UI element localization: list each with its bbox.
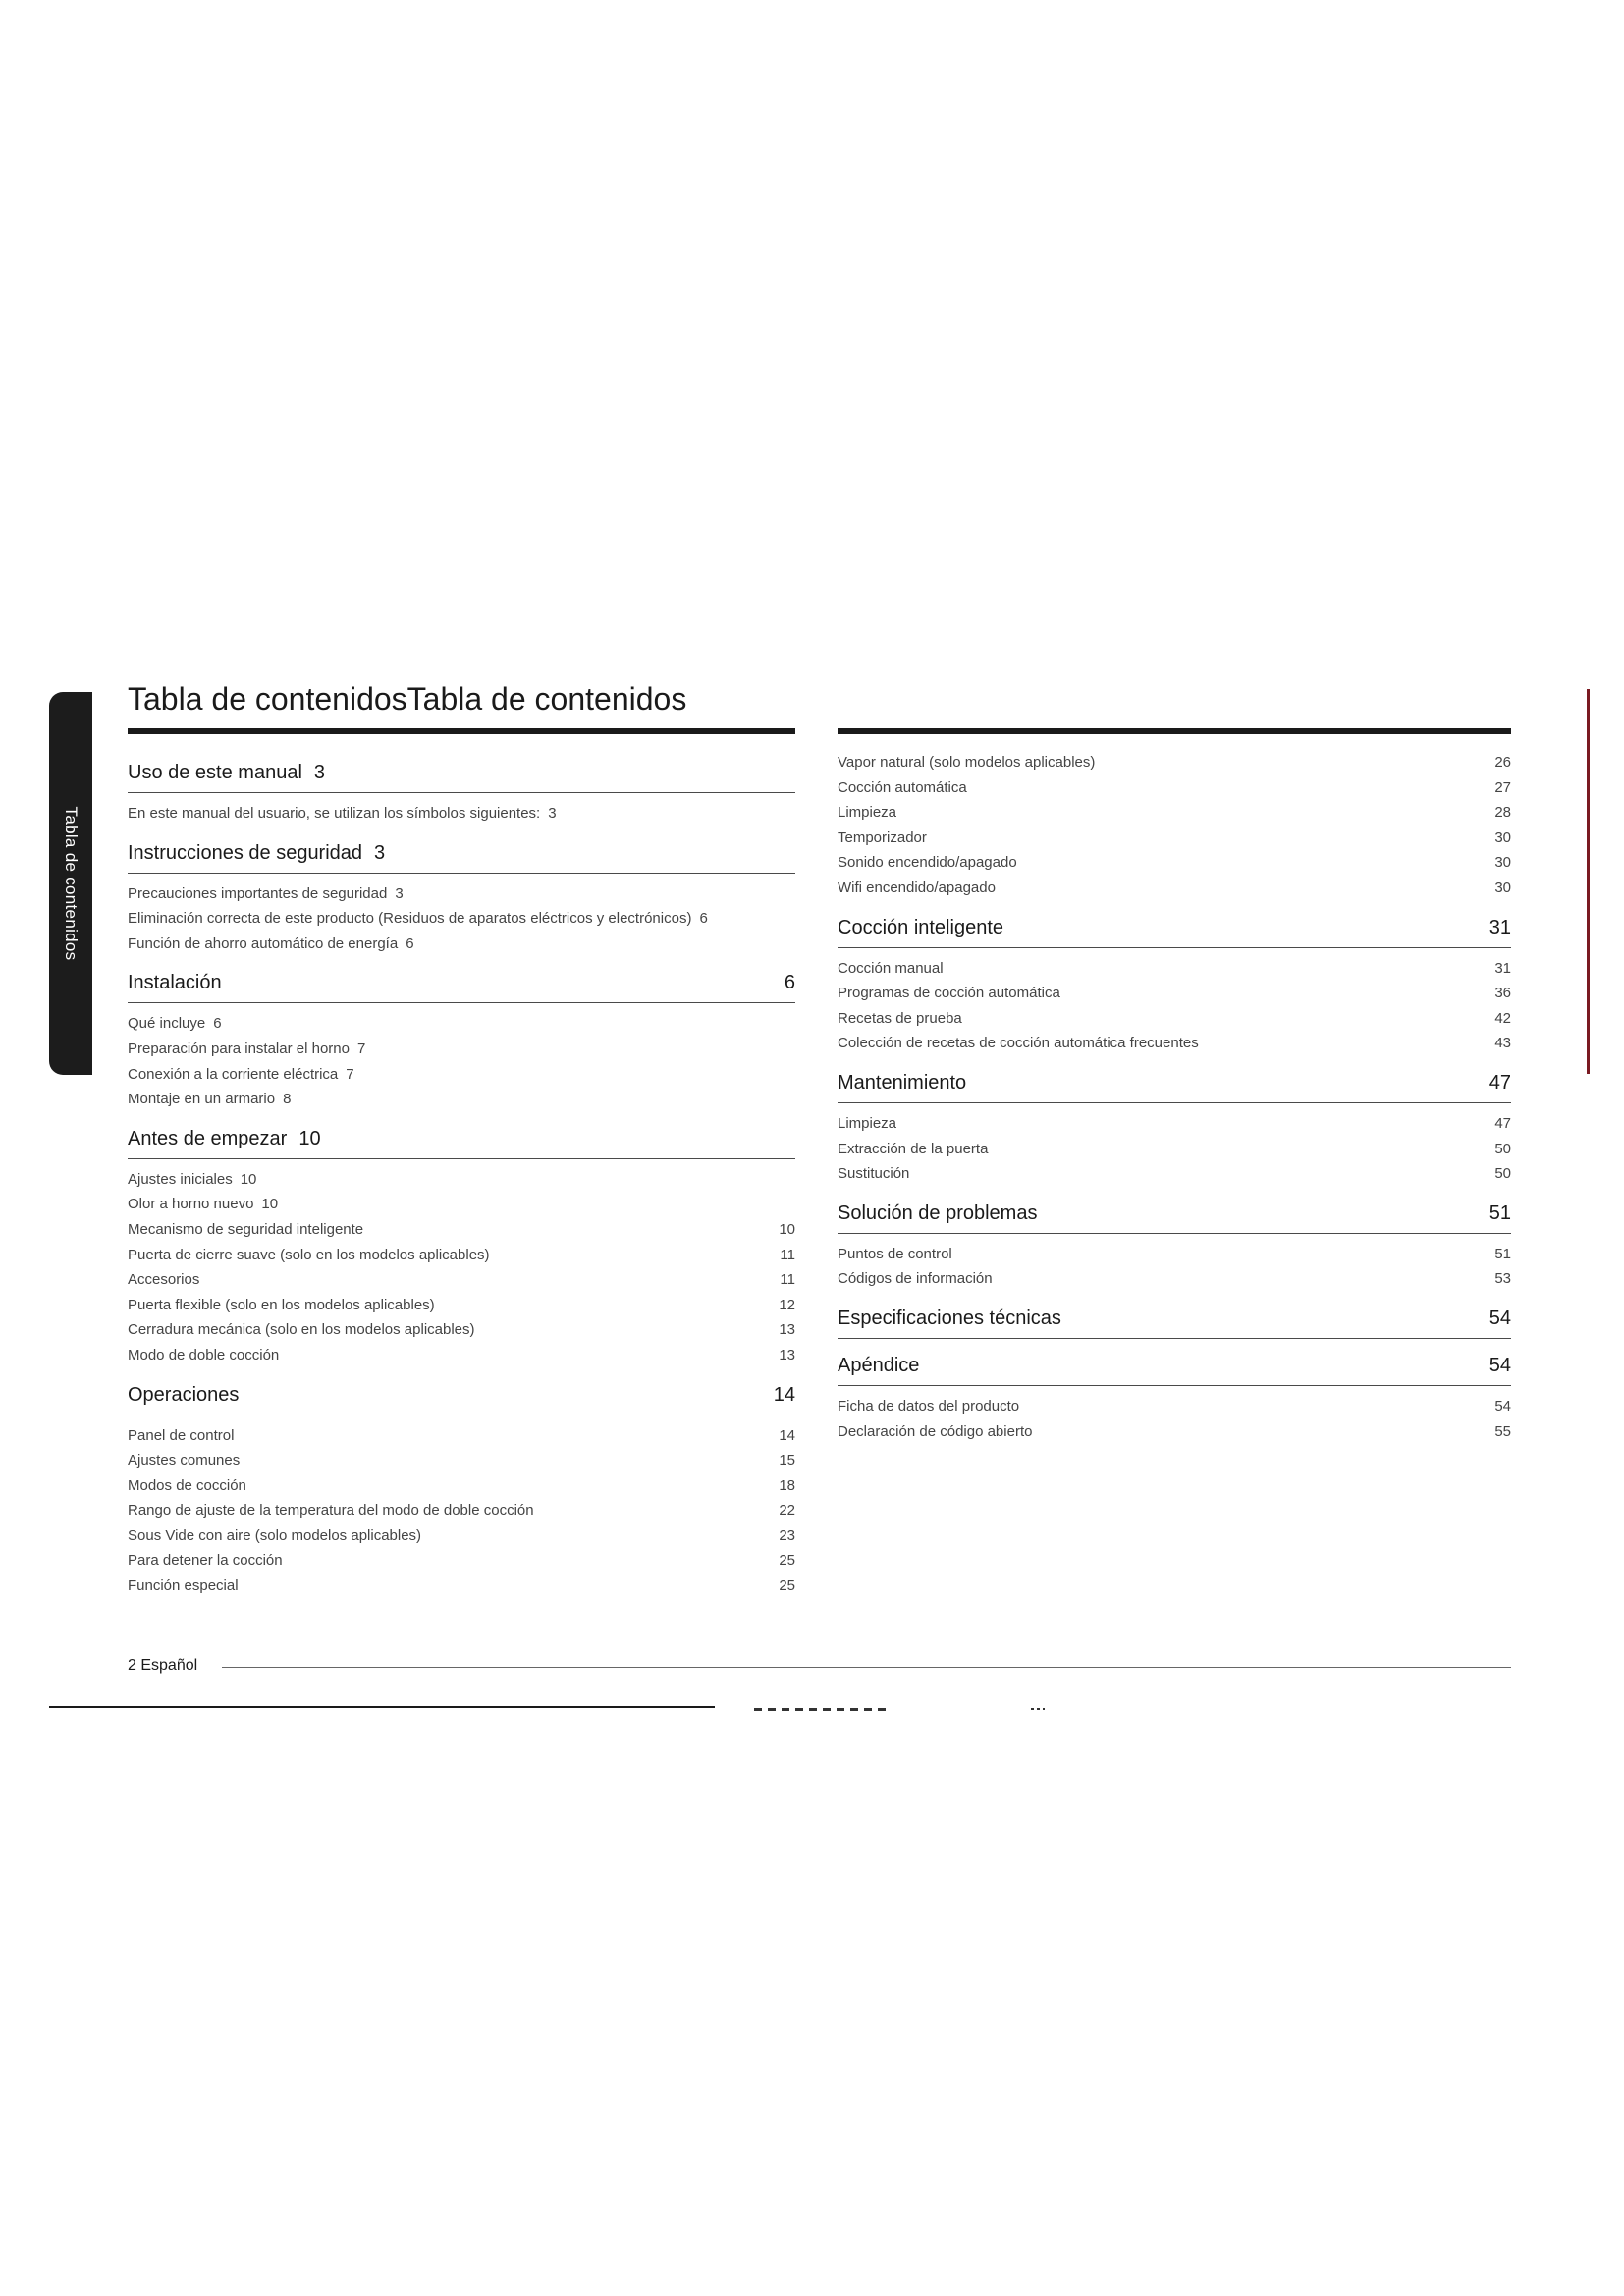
toc-entry[interactable] bbox=[838, 1161, 1511, 1187]
toc-entry-label: Limpieza bbox=[838, 1114, 897, 1132]
toc-entry[interactable] bbox=[838, 1137, 1511, 1162]
column-rule bbox=[128, 728, 795, 734]
toc-section-heading[interactable] bbox=[128, 760, 795, 793]
toc-left-column bbox=[128, 728, 795, 1613]
toc-entry-label: Mecanismo de seguridad inteligente bbox=[128, 1220, 364, 1238]
toc-entry-page: 15 bbox=[779, 1452, 795, 1469]
toc-section bbox=[838, 915, 1511, 1056]
toc-entry-page: 31 bbox=[1494, 959, 1511, 977]
toc-entry-page: 30 bbox=[1494, 828, 1511, 846]
toc-entry-page: 6 bbox=[406, 934, 414, 952]
toc-entry-page: 43 bbox=[1494, 1035, 1511, 1052]
side-tab-label: Tabla de contenidos bbox=[62, 806, 81, 961]
toc-section-title: Apéndice bbox=[838, 1354, 920, 1376]
toc-entry[interactable] bbox=[838, 800, 1511, 826]
toc-entry[interactable] bbox=[838, 775, 1511, 801]
toc-section-title: Operaciones bbox=[128, 1383, 240, 1406]
toc-entry-page: 13 bbox=[779, 1346, 795, 1363]
toc-section-title: Solución de problemas bbox=[838, 1201, 1038, 1224]
toc-entry-page: 13 bbox=[779, 1321, 795, 1339]
toc-entry-page: 22 bbox=[779, 1502, 795, 1520]
toc-entry-label: Olor a horno nuevo bbox=[128, 1196, 254, 1213]
toc-entry-page: 7 bbox=[346, 1065, 354, 1083]
toc-entry-label: Declaración de código abierto bbox=[838, 1422, 1033, 1440]
toc-entry-label: Accesorios bbox=[128, 1271, 200, 1289]
toc-entry-page: 12 bbox=[779, 1296, 795, 1313]
toc-entry-label: Programas de cocción automática bbox=[838, 985, 1060, 1002]
toc-entry[interactable] bbox=[128, 906, 795, 932]
toc-section-heading[interactable] bbox=[128, 1382, 795, 1415]
toc-section bbox=[128, 1382, 795, 1599]
toc-entry-label: Recetas de prueba bbox=[838, 1009, 962, 1027]
toc-entry-page: 50 bbox=[1494, 1140, 1511, 1157]
toc-section-page: 3 bbox=[313, 762, 326, 783]
toc-section-title: Mantenimiento bbox=[838, 1071, 967, 1094]
toc-section-page: 54 bbox=[1489, 1354, 1511, 1376]
toc-entry-label: Ficha de datos del producto bbox=[838, 1397, 1020, 1415]
bottom-rule bbox=[49, 1706, 715, 1708]
toc-entry-label: Puerta de cierre suave (solo en los modelos aplicables) bbox=[128, 1246, 490, 1263]
toc-entry-label: Conexión a la corriente eléctrica bbox=[128, 1065, 339, 1083]
toc-section-page: 54 bbox=[1489, 1307, 1511, 1329]
toc-entry-page: 8 bbox=[283, 1091, 292, 1108]
toc-entry[interactable] bbox=[128, 1343, 795, 1368]
side-tab[interactable] bbox=[49, 692, 92, 1075]
toc-section bbox=[128, 840, 795, 957]
page-title: Tabla de contenidosTabla de contenidos bbox=[128, 681, 687, 717]
toc-section-heading[interactable] bbox=[838, 1201, 1511, 1234]
toc-entry-page: 10 bbox=[261, 1196, 279, 1213]
toc-entry[interactable] bbox=[838, 981, 1511, 1006]
toc-entry[interactable] bbox=[838, 1419, 1511, 1445]
toc-entry-page: 10 bbox=[240, 1170, 257, 1188]
toc-entry-label: Función especial bbox=[128, 1577, 239, 1595]
toc-entry-label: Eliminación correcta de este producto (Residuos de aparatos eléctricos y electrónicos) bbox=[128, 910, 692, 928]
toc-section-title: Uso de este manual bbox=[128, 762, 302, 783]
toc-entry-page: 26 bbox=[1494, 754, 1511, 771]
toc-entry[interactable] bbox=[128, 1523, 795, 1549]
toc-entry-page: 3 bbox=[395, 884, 404, 902]
toc-entry-label: Rango de ajuste de la temperatura del modo de doble cocción bbox=[128, 1502, 534, 1520]
toc-entry[interactable] bbox=[128, 932, 795, 957]
toc-section-heading[interactable] bbox=[838, 915, 1511, 948]
toc-entry-page: 28 bbox=[1494, 804, 1511, 822]
toc-entry-page: 3 bbox=[548, 805, 557, 822]
toc-entry[interactable] bbox=[128, 1498, 795, 1523]
toc-section bbox=[128, 760, 795, 827]
toc-section-title: Especificaciones técnicas bbox=[838, 1307, 1061, 1329]
toc-entry-label: Modo de doble cocción bbox=[128, 1346, 280, 1363]
toc-entry-label: Preparación para instalar el horno bbox=[128, 1040, 350, 1057]
toc-entry[interactable] bbox=[128, 1243, 795, 1268]
toc-entry[interactable] bbox=[128, 801, 795, 827]
toc-entry-page: 6 bbox=[699, 910, 708, 928]
toc-entry[interactable] bbox=[128, 1293, 795, 1318]
toc-entry-page: 6 bbox=[213, 1015, 222, 1033]
toc-entry[interactable] bbox=[838, 826, 1511, 851]
toc-entry-label: Colección de recetas de cocción automática frecuentes bbox=[838, 1035, 1199, 1052]
toc-section-title: Instalación bbox=[128, 972, 222, 994]
toc-section-heading[interactable] bbox=[838, 1070, 1511, 1103]
toc-entry-label: Qué incluye bbox=[128, 1015, 206, 1033]
toc-section bbox=[128, 1126, 795, 1368]
toc-entry[interactable] bbox=[128, 1317, 795, 1343]
toc-section bbox=[838, 1070, 1511, 1187]
toc-entry-label: Cocción automática bbox=[838, 778, 967, 796]
toc-entry[interactable] bbox=[128, 1011, 795, 1037]
bottom-marks bbox=[754, 1708, 892, 1711]
toc-entry-page: 23 bbox=[779, 1526, 795, 1544]
toc-section-heading[interactable] bbox=[128, 840, 795, 874]
toc-entry-page: 47 bbox=[1494, 1114, 1511, 1132]
toc-entry-page: 7 bbox=[356, 1040, 366, 1057]
toc-entry[interactable] bbox=[128, 1574, 795, 1599]
toc-entry-label: Precauciones importantes de seguridad bbox=[128, 884, 388, 902]
toc-section bbox=[838, 1201, 1511, 1292]
bottom-dot bbox=[1031, 1708, 1045, 1710]
toc-entry-page: 30 bbox=[1494, 854, 1511, 872]
toc-entry-label: Ajustes comunes bbox=[128, 1452, 241, 1469]
toc-entry-label: Panel de control bbox=[128, 1426, 235, 1444]
toc-entry-label: Extracción de la puerta bbox=[838, 1140, 989, 1157]
toc-section-page: 3 bbox=[374, 841, 386, 864]
toc-entry-label: Limpieza bbox=[838, 804, 897, 822]
right-edge-marker bbox=[1587, 689, 1590, 1074]
toc-entry-label: Sonido encendido/apagado bbox=[838, 854, 1017, 872]
toc-entry[interactable] bbox=[838, 750, 1511, 775]
toc-entry[interactable] bbox=[128, 1267, 795, 1293]
toc-entry[interactable] bbox=[128, 881, 795, 907]
toc-entry-label: Temporizador bbox=[838, 828, 927, 846]
toc-section-heading[interactable] bbox=[128, 970, 795, 1003]
toc-entry-label: Vapor natural (solo modelos aplicables) bbox=[838, 754, 1096, 771]
toc-entry[interactable] bbox=[838, 850, 1511, 876]
toc-entry-label: Función de ahorro automático de energía bbox=[128, 934, 399, 952]
toc-entry[interactable] bbox=[128, 1217, 795, 1243]
toc-section-page: 51 bbox=[1489, 1201, 1511, 1224]
toc-entry[interactable] bbox=[838, 1394, 1511, 1419]
toc-entry[interactable] bbox=[838, 956, 1511, 982]
toc-entry-label: Montaje en un armario bbox=[128, 1091, 276, 1108]
toc-section-page: 31 bbox=[1489, 916, 1511, 938]
toc-entry-label: En este manual del usuario, se utilizan los símbolos siguientes: bbox=[128, 805, 541, 822]
toc-entry-label: Puerta flexible (solo en los modelos aplicables) bbox=[128, 1296, 435, 1313]
toc-entry[interactable] bbox=[128, 1062, 795, 1088]
toc-entry[interactable] bbox=[128, 1423, 795, 1449]
toc-section-page: 10 bbox=[298, 1127, 321, 1149]
toc-section bbox=[838, 1306, 1511, 1339]
toc-entry-page: 11 bbox=[780, 1246, 795, 1263]
toc-entry-page: 53 bbox=[1494, 1270, 1511, 1288]
toc-entry-page: 36 bbox=[1494, 985, 1511, 1002]
toc-entry[interactable] bbox=[838, 1006, 1511, 1032]
toc-section-heading[interactable] bbox=[128, 1126, 795, 1159]
toc-entry-label: Códigos de información bbox=[838, 1270, 993, 1288]
toc-entry[interactable] bbox=[128, 1167, 795, 1193]
toc-section-page: 14 bbox=[773, 1383, 795, 1406]
toc-entry[interactable] bbox=[838, 1031, 1511, 1056]
toc-entry[interactable] bbox=[838, 1242, 1511, 1267]
toc-entry[interactable] bbox=[128, 1548, 795, 1574]
toc-entry-label: Wifi encendido/apagado bbox=[838, 879, 996, 896]
toc-section-title: Instrucciones de seguridad bbox=[128, 841, 363, 864]
toc-entry-page: 55 bbox=[1494, 1422, 1511, 1440]
footer-page-label: 2 Español bbox=[128, 1657, 198, 1674]
toc-entry-page: 42 bbox=[1494, 1009, 1511, 1027]
footer-rule bbox=[222, 1667, 1511, 1668]
toc-entry[interactable] bbox=[128, 1448, 795, 1473]
toc-entry-page: 14 bbox=[779, 1426, 795, 1444]
toc-entry-page: 11 bbox=[780, 1271, 795, 1289]
toc-entry-label: Cocción manual bbox=[838, 959, 944, 977]
toc-entry-page: 50 bbox=[1494, 1165, 1511, 1183]
toc-entry-label: Ajustes iniciales bbox=[128, 1170, 233, 1188]
toc-entry-page: 25 bbox=[779, 1552, 795, 1570]
toc-entry-page: 27 bbox=[1494, 778, 1511, 796]
toc-entry-label: Para detener la cocción bbox=[128, 1552, 283, 1570]
toc-entry-page: 30 bbox=[1494, 879, 1511, 896]
toc-section-title: Cocción inteligente bbox=[838, 916, 1003, 938]
toc-section-continued bbox=[838, 750, 1511, 901]
toc-entry-page: 25 bbox=[779, 1577, 795, 1595]
toc-entry[interactable] bbox=[128, 1192, 795, 1217]
toc-section-page: 6 bbox=[784, 972, 795, 994]
toc-section bbox=[838, 1353, 1511, 1444]
toc-entry[interactable] bbox=[838, 1266, 1511, 1292]
toc-section bbox=[128, 970, 795, 1111]
toc-right-column bbox=[838, 728, 1511, 1458]
toc-entry[interactable] bbox=[128, 1087, 795, 1112]
toc-entry-label: Sustitución bbox=[838, 1165, 910, 1183]
toc-entry-page: 51 bbox=[1494, 1245, 1511, 1262]
toc-entry-page: 18 bbox=[779, 1476, 795, 1494]
toc-section-title: Antes de empezar bbox=[128, 1127, 288, 1149]
column-rule bbox=[838, 728, 1511, 734]
toc-section-page: 47 bbox=[1489, 1071, 1511, 1094]
toc-section-heading[interactable] bbox=[838, 1353, 1511, 1386]
toc-entry[interactable] bbox=[838, 876, 1511, 901]
toc-entry-label: Modos de cocción bbox=[128, 1476, 246, 1494]
toc-entry-label: Puntos de control bbox=[838, 1245, 952, 1262]
toc-entry-label: Cerradura mecánica (solo en los modelos aplicables) bbox=[128, 1321, 475, 1339]
toc-section-heading[interactable] bbox=[838, 1306, 1511, 1339]
toc-entry[interactable] bbox=[838, 1111, 1511, 1137]
toc-entry-label: Sous Vide con aire (solo modelos aplicables) bbox=[128, 1526, 422, 1544]
toc-entry-page: 10 bbox=[779, 1220, 795, 1238]
toc-entry[interactable] bbox=[128, 1037, 795, 1062]
toc-entry-page: 54 bbox=[1494, 1397, 1511, 1415]
toc-entry[interactable] bbox=[128, 1473, 795, 1499]
